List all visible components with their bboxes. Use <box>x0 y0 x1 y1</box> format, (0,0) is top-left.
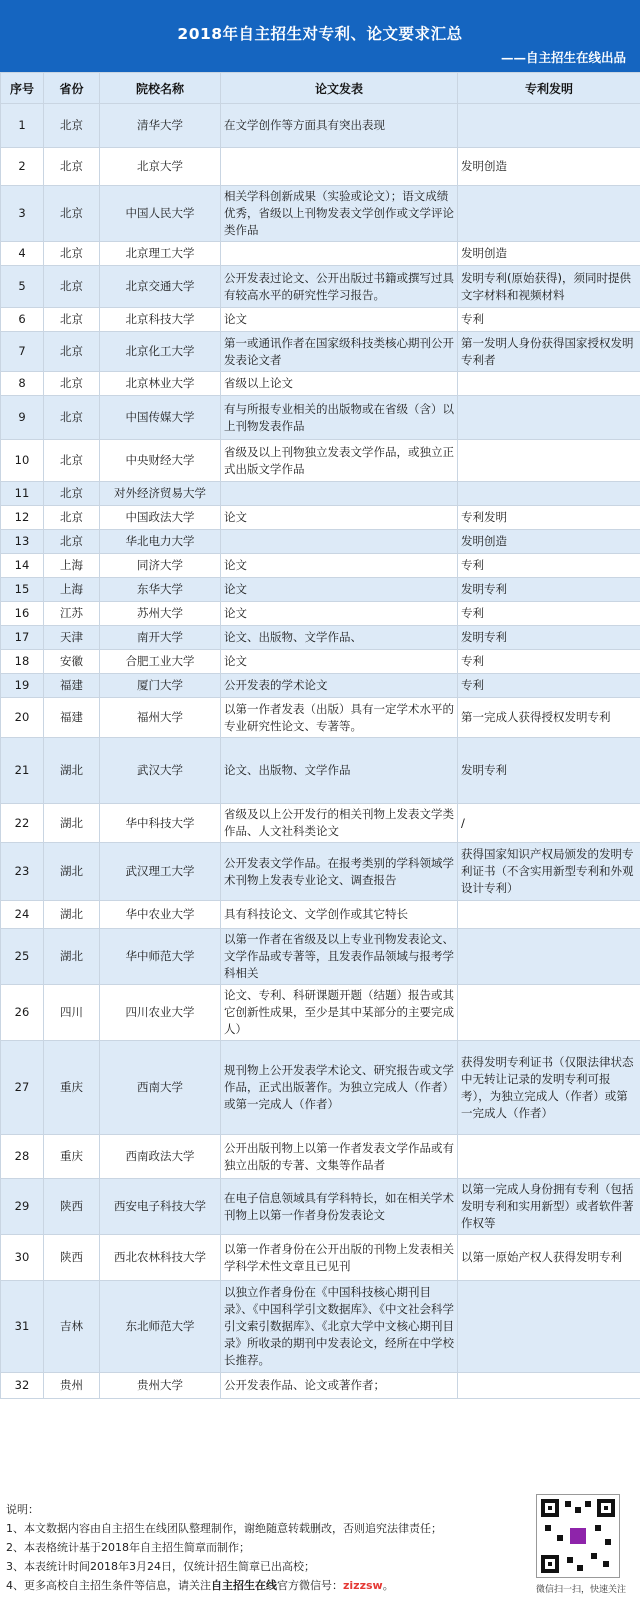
notes-line-2: 2、本表格统计基于2018年自主招生简章而制作； <box>6 1541 250 1554</box>
table-row <box>1 626 640 650</box>
row-school-name: 东华大学 <box>100 578 221 602</box>
row-school-name: 福州大学 <box>100 698 221 738</box>
row-paper-requirement: 以第一作者发表（出版）具有一定学术水平的专业研究性论文、专著等。 <box>221 698 458 738</box>
row-school-name: 华北电力大学 <box>100 530 221 554</box>
row-patent-requirement: 发明专利(原始获得)，须同时提供文字材料和视频材料 <box>458 266 640 308</box>
table-row <box>1 1135 640 1179</box>
row-patent-requirement: 专利 <box>458 308 640 332</box>
row-school-name: 厦门大学 <box>100 674 221 698</box>
row-paper-requirement: 具有科技论文、文学创作或其它特长 <box>221 901 458 929</box>
row-school-name: 苏州大学 <box>100 602 221 626</box>
row-patent-requirement <box>458 372 640 396</box>
row-paper-requirement: 以第一作者在省级及以上专业刊物发表论文、文学作品或专著等，且发表作品领域与报考学科相关 <box>221 929 458 985</box>
row-number: 2 <box>1 148 44 186</box>
notes-line-1: 1、本文数据内容由自主招生在线团队整理制作，谢绝随意转载删改，否则追究法律责任； <box>6 1522 442 1535</box>
table-row <box>1 1041 640 1135</box>
table-row <box>1 929 640 985</box>
notes-line-4-mid: 官方微信号： <box>277 1579 343 1592</box>
notes-text <box>6 1500 442 1595</box>
row-province: 北京 <box>44 482 100 506</box>
row-province: 江苏 <box>44 602 100 626</box>
row-patent-requirement <box>458 901 640 929</box>
row-patent-requirement: 以第一完成人身份拥有专利（包括发明专利和实用新型）或者软件著作权等 <box>458 1179 640 1235</box>
row-province: 四川 <box>44 985 100 1041</box>
row-province: 北京 <box>44 104 100 148</box>
row-school-name: 武汉理工大学 <box>100 843 221 901</box>
row-province: 吉林 <box>44 1281 100 1373</box>
table-row <box>1 901 640 929</box>
row-number: 23 <box>1 843 44 901</box>
row-school-name: 对外经济贸易大学 <box>100 482 221 506</box>
row-school-name: 北京化工大学 <box>100 332 221 372</box>
row-province: 北京 <box>44 186 100 242</box>
row-province: 湖北 <box>44 738 100 804</box>
row-paper-requirement: 论文、出版物、文学作品 <box>221 738 458 804</box>
row-patent-requirement <box>458 985 640 1041</box>
row-province: 重庆 <box>44 1041 100 1135</box>
row-number: 27 <box>1 1041 44 1135</box>
brand-name: 自主招生在线 <box>211 1579 277 1592</box>
row-province: 上海 <box>44 578 100 602</box>
row-school-name: 华中师范大学 <box>100 929 221 985</box>
notes-heading: 说明： <box>6 1503 39 1516</box>
row-province: 陕西 <box>44 1235 100 1281</box>
row-paper-requirement: 公开发表过论文、公开出版过书籍或撰写过具有较高水平的研究性学习报告。 <box>221 266 458 308</box>
row-patent-requirement: 发明创造 <box>458 242 640 266</box>
column-header-province: 省份 <box>44 73 100 104</box>
row-paper-requirement: 省级以上论文 <box>221 372 458 396</box>
table-row <box>1 242 640 266</box>
row-number: 24 <box>1 901 44 929</box>
notes-line-3: 3、本表统计时间2018年3月24日，仅统计招生简章已出高校； <box>6 1560 315 1573</box>
qr-module <box>575 1507 581 1513</box>
row-number: 9 <box>1 396 44 440</box>
row-province: 北京 <box>44 266 100 308</box>
row-school-name: 中央财经大学 <box>100 440 221 482</box>
row-patent-requirement: 第一发明人身份获得国家授权发明专利者 <box>458 332 640 372</box>
requirements-table <box>0 72 640 1399</box>
row-patent-requirement <box>458 440 640 482</box>
table-row <box>1 186 640 242</box>
row-paper-requirement <box>221 482 458 506</box>
qr-finder-pattern <box>541 1555 559 1573</box>
row-school-name: 华中科技大学 <box>100 804 221 843</box>
row-number: 20 <box>1 698 44 738</box>
column-header-no: 序号 <box>1 73 44 104</box>
table-header-row <box>1 73 640 104</box>
table-row <box>1 804 640 843</box>
row-province: 北京 <box>44 506 100 530</box>
row-patent-requirement: 第一完成人获得授权发明专利 <box>458 698 640 738</box>
row-patent-requirement: 获得国家知识产权局颁发的发明专利证书（不含实用新型专利和外观设计专利） <box>458 843 640 901</box>
row-patent-requirement: 发明专利 <box>458 578 640 602</box>
row-paper-requirement <box>221 530 458 554</box>
row-number: 22 <box>1 804 44 843</box>
row-school-name: 西南政法大学 <box>100 1135 221 1179</box>
table-row <box>1 506 640 530</box>
row-number: 25 <box>1 929 44 985</box>
row-school-name: 华中农业大学 <box>100 901 221 929</box>
row-paper-requirement: 有与所报专业相关的出版物或在省级（含）以上刊物发表作品 <box>221 396 458 440</box>
row-province: 上海 <box>44 554 100 578</box>
row-number: 21 <box>1 738 44 804</box>
row-paper-requirement: 在电子信息领域具有学科特长，如在相关学术刊物上以第一作者身份发表论文 <box>221 1179 458 1235</box>
row-paper-requirement: 公开发表文学作品。在报考类别的学科领域学术刊物上发表专业论文、调查报告 <box>221 843 458 901</box>
row-paper-requirement: 论文 <box>221 578 458 602</box>
row-paper-requirement: 论文 <box>221 650 458 674</box>
row-patent-requirement: 发明创造 <box>458 148 640 186</box>
row-paper-requirement: 公开出版刊物上以第一作者发表文学作品或有独立出版的专著、文集等作品者 <box>221 1135 458 1179</box>
row-paper-requirement: 论文 <box>221 602 458 626</box>
row-number: 6 <box>1 308 44 332</box>
row-number: 19 <box>1 674 44 698</box>
table-row <box>1 674 640 698</box>
row-province: 北京 <box>44 148 100 186</box>
table-row <box>1 104 640 148</box>
row-patent-requirement <box>458 186 640 242</box>
row-paper-requirement: 第一或通讯作者在国家级科技类核心期刊公开发表论文者 <box>221 332 458 372</box>
row-school-name: 西安电子科技大学 <box>100 1179 221 1235</box>
qr-module <box>557 1535 563 1541</box>
row-paper-requirement: 以第一作者身份在公开出版的刊物上发表相关学科学术性文章且已见刊 <box>221 1235 458 1281</box>
row-province: 北京 <box>44 530 100 554</box>
table-row <box>1 1235 640 1281</box>
row-province: 天津 <box>44 626 100 650</box>
row-paper-requirement: 相关学科创新成果（实验或论文）；语文成绩优秀，省级以上刊物发表文学创作或文学评论类作品 <box>221 186 458 242</box>
row-patent-requirement <box>458 929 640 985</box>
row-patent-requirement: 获得发明专利证书（仅限法律状态中无转让记录的发明专利可报考），为独立完成人（作者）或第一完成人（作者） <box>458 1041 640 1135</box>
row-paper-requirement: 论文、出版物、文学作品、 <box>221 626 458 650</box>
row-school-name: 北京林业大学 <box>100 372 221 396</box>
row-paper-requirement: 规刊物上公开发表学术论文、研究报告或文学作品，正式出版著作。为独立完成人（作者）或第一完成人（作者） <box>221 1041 458 1135</box>
row-number: 28 <box>1 1135 44 1179</box>
row-patent-requirement <box>458 1281 640 1373</box>
row-paper-requirement <box>221 242 458 266</box>
row-number: 30 <box>1 1235 44 1281</box>
row-number: 8 <box>1 372 44 396</box>
table-row <box>1 1373 640 1399</box>
table-row <box>1 602 640 626</box>
table-row <box>1 738 640 804</box>
row-province: 北京 <box>44 332 100 372</box>
row-number: 7 <box>1 332 44 372</box>
row-number: 32 <box>1 1373 44 1399</box>
row-school-name: 四川农业大学 <box>100 985 221 1041</box>
column-header-patent: 专利发明 <box>458 73 640 104</box>
row-province: 北京 <box>44 308 100 332</box>
row-school-name: 北京交通大学 <box>100 266 221 308</box>
row-patent-requirement: 发明专利 <box>458 626 640 650</box>
notes-line-4-end: 。 <box>382 1579 394 1592</box>
table-row <box>1 554 640 578</box>
row-patent-requirement: 专利 <box>458 674 640 698</box>
row-paper-requirement: 论文 <box>221 554 458 578</box>
notes-line-4 <box>6 1576 442 1595</box>
row-paper-requirement: 论文 <box>221 308 458 332</box>
row-patent-requirement: 专利 <box>458 650 640 674</box>
row-number: 13 <box>1 530 44 554</box>
row-patent-requirement: 专利发明 <box>458 506 640 530</box>
row-number: 11 <box>1 482 44 506</box>
row-number: 1 <box>1 104 44 148</box>
row-number: 29 <box>1 1179 44 1235</box>
row-patent-requirement: 专利 <box>458 554 640 578</box>
qr-module <box>577 1565 583 1571</box>
wechat-qr-code[interactable] <box>536 1494 620 1578</box>
notes-line-4-prefix: 4、更多高校自主招生条件等信息，请关注 <box>6 1579 211 1592</box>
row-number: 5 <box>1 266 44 308</box>
row-province: 北京 <box>44 440 100 482</box>
row-province: 贵州 <box>44 1373 100 1399</box>
qr-caption: 微信扫一扫，快速关注 <box>535 1585 626 1595</box>
row-paper-requirement: 以独立作者身份在《中国科技核心期刊目录》、《中国科学引文数据库》、《中文社会科学引文索引数据库》、《北京大学中文核心期刊目录》所收录的期刊中发表论文，经所在中学校长推荐。 <box>221 1281 458 1373</box>
row-school-name: 南开大学 <box>100 626 221 650</box>
notes-section <box>0 1488 640 1609</box>
row-school-name: 中国传媒大学 <box>100 396 221 440</box>
row-school-name: 武汉大学 <box>100 738 221 804</box>
row-province: 福建 <box>44 674 100 698</box>
page-subtitle: ——自主招生在线出品 <box>500 50 626 65</box>
qr-module <box>565 1501 571 1507</box>
row-school-name: 北京理工大学 <box>100 242 221 266</box>
row-patent-requirement <box>458 482 640 506</box>
row-number: 3 <box>1 186 44 242</box>
row-paper-requirement: 公开发表的学术论文 <box>221 674 458 698</box>
row-school-name: 中国人民大学 <box>100 186 221 242</box>
column-header-school: 院校名称 <box>100 73 221 104</box>
row-patent-requirement: 以第一原始产权人获得发明专利 <box>458 1235 640 1281</box>
row-patent-requirement <box>458 104 640 148</box>
row-school-name: 东北师范大学 <box>100 1281 221 1373</box>
row-province: 湖北 <box>44 929 100 985</box>
qr-logo <box>570 1528 586 1544</box>
row-province: 安徽 <box>44 650 100 674</box>
qr-module <box>567 1557 573 1563</box>
table-row <box>1 266 640 308</box>
row-number: 26 <box>1 985 44 1041</box>
row-province: 福建 <box>44 698 100 738</box>
qr-finder-pattern <box>541 1499 559 1517</box>
row-paper-requirement: 公开发表作品、论文或著作者； <box>221 1373 458 1399</box>
row-province: 湖北 <box>44 901 100 929</box>
row-number: 16 <box>1 602 44 626</box>
row-patent-requirement <box>458 396 640 440</box>
row-number: 31 <box>1 1281 44 1373</box>
page-title: 2018年自主招生对专利、论文要求汇总 <box>177 25 463 43</box>
qr-module <box>603 1561 609 1567</box>
row-school-name: 合肥工业大学 <box>100 650 221 674</box>
row-paper-requirement: 论文 <box>221 506 458 530</box>
row-patent-requirement <box>458 1135 640 1179</box>
row-school-name: 北京大学 <box>100 148 221 186</box>
table-row <box>1 482 640 506</box>
table-row <box>1 332 640 372</box>
qr-finder-pattern <box>597 1499 615 1517</box>
table-row <box>1 440 640 482</box>
row-school-name: 同济大学 <box>100 554 221 578</box>
table-row <box>1 308 640 332</box>
table-row <box>1 650 640 674</box>
row-province: 北京 <box>44 372 100 396</box>
row-province: 湖北 <box>44 804 100 843</box>
row-number: 4 <box>1 242 44 266</box>
row-province: 重庆 <box>44 1135 100 1179</box>
row-paper-requirement <box>221 148 458 186</box>
row-number: 12 <box>1 506 44 530</box>
row-province: 陕西 <box>44 1179 100 1235</box>
row-number: 10 <box>1 440 44 482</box>
row-number: 14 <box>1 554 44 578</box>
row-patent-requirement: 专利 <box>458 602 640 626</box>
table-row <box>1 1281 640 1373</box>
row-patent-requirement: / <box>458 804 640 843</box>
row-number: 15 <box>1 578 44 602</box>
table-row <box>1 148 640 186</box>
table-row <box>1 396 640 440</box>
qr-module <box>591 1553 597 1559</box>
table-row <box>1 530 640 554</box>
row-school-name: 中国政法大学 <box>100 506 221 530</box>
row-school-name: 清华大学 <box>100 104 221 148</box>
row-paper-requirement: 省级及以上刊物独立发表文学作品，或独立正式出版文学作品 <box>221 440 458 482</box>
row-province: 湖北 <box>44 843 100 901</box>
qr-module <box>585 1501 591 1507</box>
row-patent-requirement: 发明专利 <box>458 738 640 804</box>
table-row <box>1 1179 640 1235</box>
table-row <box>1 372 640 396</box>
table-body <box>1 104 640 1399</box>
row-province: 北京 <box>44 396 100 440</box>
row-province: 北京 <box>44 242 100 266</box>
row-paper-requirement: 省级及以上公开发行的相关刊物上发表文学类作品、人文社科类论文 <box>221 804 458 843</box>
table-row <box>1 698 640 738</box>
row-patent-requirement: 发明创造 <box>458 530 640 554</box>
row-school-name: 西南大学 <box>100 1041 221 1135</box>
row-number: 17 <box>1 626 44 650</box>
row-school-name: 西北农林科技大学 <box>100 1235 221 1281</box>
wechat-id: zizzsw <box>343 1579 383 1592</box>
row-number: 18 <box>1 650 44 674</box>
row-paper-requirement: 在文学创作等方面具有突出表现 <box>221 104 458 148</box>
page-header <box>0 0 640 72</box>
table-row <box>1 843 640 901</box>
qr-module <box>595 1525 601 1531</box>
column-header-paper: 论文发表 <box>221 73 458 104</box>
row-school-name: 贵州大学 <box>100 1373 221 1399</box>
row-school-name: 北京科技大学 <box>100 308 221 332</box>
table-row <box>1 578 640 602</box>
table-row <box>1 985 640 1041</box>
row-paper-requirement: 论文、专利、科研课题开题（结题）报告或其它创新性成果，至少是其中某部分的主要完成人） <box>221 985 458 1041</box>
qr-module <box>605 1539 611 1545</box>
qr-module <box>545 1525 551 1531</box>
row-patent-requirement <box>458 1373 640 1399</box>
